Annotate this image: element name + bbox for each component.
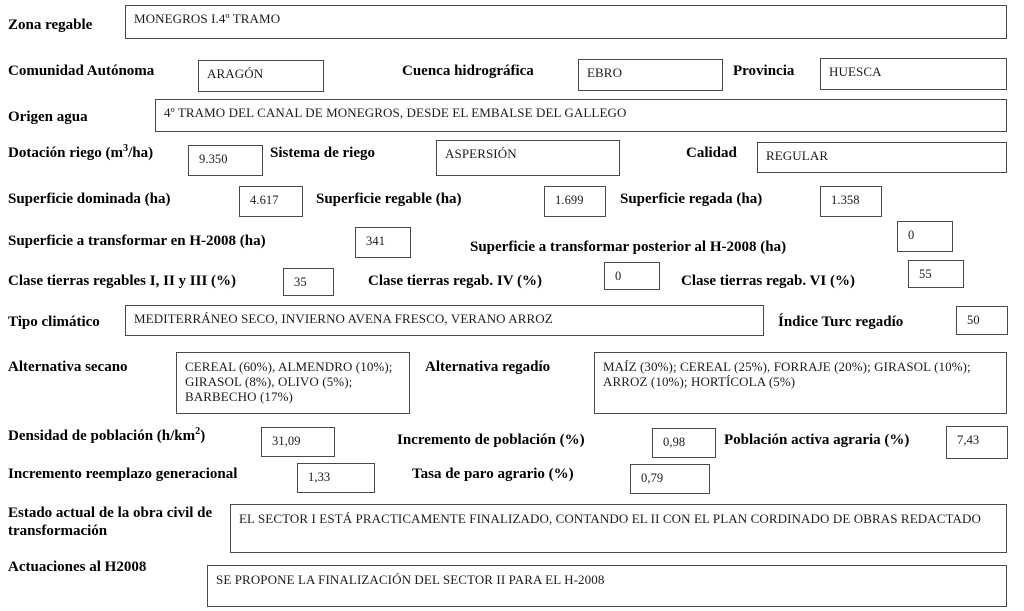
sistema-riego-label: Sistema de riego: [270, 145, 375, 161]
densidad-poblacion-label-pre: Densidad de población (h/km: [8, 428, 196, 444]
cuenca-hidrografica-value: EBRO: [587, 65, 623, 80]
tipo-climatico-value: MEDITERRÁNEO SECO, INVIERNO AVENA FRESCO, VERANO ARROZ: [134, 311, 553, 326]
indice-turc-field[interactable]: [956, 306, 1008, 335]
clase-tierras-i-ii-iii-value: 35: [294, 275, 307, 289]
estado-obra-civil-field[interactable]: [230, 504, 1007, 553]
alternativa-regadio-label: Alternativa regadío: [425, 359, 551, 375]
calidad-field[interactable]: [757, 142, 1007, 173]
zona-regable-label: Zona regable: [8, 17, 93, 33]
origen-agua-label: Origen agua: [8, 109, 88, 125]
dotacion-riego-label: [8, 144, 153, 162]
tasa-paro-agrario-field[interactable]: [630, 464, 710, 494]
superficie-dominada-value: 4.617: [250, 193, 279, 207]
actuaciones-h2008-value: SE PROPONE LA FINALIZACIÓN DEL SECTOR II PARA EL H-2008: [216, 572, 605, 587]
superficie-transformar-posterior-label: Superficie a transformar posterior al H-2008 (ha): [470, 239, 787, 255]
superficie-regable-field[interactable]: [544, 186, 606, 217]
incremento-poblacion-label: Incremento de población (%): [397, 432, 585, 448]
clase-tierras-i-ii-iii-field[interactable]: [283, 268, 334, 296]
superficie-regada-field[interactable]: [820, 186, 882, 217]
clase-tierras-iv-field[interactable]: [604, 262, 660, 290]
zona-regable-field[interactable]: [125, 5, 1007, 39]
clase-tierras-vi-field[interactable]: [908, 260, 964, 288]
comunidad-autonoma-value: ARAGÓN: [207, 66, 264, 81]
dotacion-riego-field[interactable]: [188, 145, 263, 176]
densidad-poblacion-label: [8, 427, 205, 445]
indice-turc-value: 50: [967, 313, 980, 327]
dotacion-riego-label-pre: Dotación riego (m: [8, 145, 123, 161]
actuaciones-h2008-label: Actuaciones al H2008: [8, 559, 147, 575]
densidad-poblacion-field[interactable]: [261, 427, 335, 457]
alternativa-secano-label: Alternativa secano: [8, 359, 128, 375]
provincia-field[interactable]: [820, 58, 1007, 90]
tipo-climatico-field[interactable]: [125, 305, 764, 336]
incremento-reemplazo-field[interactable]: [297, 463, 375, 493]
superficie-dominada-field[interactable]: [239, 186, 303, 217]
alternativa-secano-field[interactable]: [176, 352, 410, 414]
indice-turc-label: Índice Turc regadío: [778, 314, 904, 330]
clase-tierras-iv-label: Clase tierras regab. IV (%): [368, 273, 542, 289]
superficie-transformar-h2008-field[interactable]: [355, 227, 411, 258]
incremento-poblacion-value: 0,98: [663, 435, 686, 449]
superficie-regada-label: Superficie regada (ha): [620, 191, 763, 207]
densidad-poblacion-label-post: ): [200, 428, 206, 444]
origen-agua-value: 4º TRAMO DEL CANAL DE MONEGROS, DESDE EL EMBALSE DEL GALLEGO: [164, 105, 627, 120]
superficie-regable-value: 1.699: [555, 193, 584, 207]
superficie-transformar-h2008-label: Superficie a transformar en H-2008 (ha): [8, 233, 266, 249]
origen-agua-field[interactable]: [155, 99, 1007, 132]
poblacion-activa-agraria-label: Población activa agraria (%): [724, 432, 910, 448]
clase-tierras-iv-value: 0: [615, 269, 622, 283]
sistema-riego-value: ASPERSIÓN: [445, 146, 517, 161]
alternativa-secano-value: CEREAL (60%), ALMENDRO (10%); GIRASOL (8%), OLIVO (5%); BARBECHO (17%): [185, 359, 393, 404]
dotacion-riego-value: 9.350: [199, 152, 228, 166]
superficie-transformar-h2008-value: 341: [366, 234, 386, 248]
alternativa-regadio-value: MAÍZ (30%); CEREAL (25%), FORRAJE (20%); GIRASOL (10%); ARROZ (10%); HORTÍCOLA (5%): [603, 359, 971, 389]
estado-obra-civil-label: Estado actual de la obra civil de transformación: [8, 505, 213, 539]
estado-obra-civil-value: EL SECTOR I ESTÁ PRACTICAMENTE FINALIZADO, CONTANDO EL II CON EL PLAN CORDINADO DE OBRAS REDACTADO: [239, 511, 981, 526]
tipo-climatico-label: Tipo climático: [8, 314, 100, 330]
cuenca-hidrografica-field[interactable]: [578, 59, 723, 91]
incremento-reemplazo-label: Incremento reemplazo generacional: [8, 466, 238, 482]
incremento-reemplazo-value: 1,33: [308, 470, 331, 484]
clase-tierras-vi-label: Clase tierras regab. VI (%): [681, 273, 855, 289]
poblacion-activa-agraria-field[interactable]: [946, 426, 1008, 459]
poblacion-activa-agraria-value: 7,43: [957, 433, 980, 447]
superficie-transformar-posterior-field[interactable]: [897, 221, 953, 252]
calidad-value: REGULAR: [766, 148, 829, 163]
tasa-paro-agrario-label: Tasa de paro agrario (%): [412, 466, 574, 482]
clase-tierras-vi-value: 55: [919, 267, 932, 281]
comunidad-autonoma-field[interactable]: [198, 60, 324, 92]
densidad-poblacion-label-exponent: 2: [195, 426, 201, 437]
dotacion-riego-label-post: /ha): [128, 145, 154, 161]
dotacion-riego-label-exponent: 3: [122, 143, 129, 154]
superficie-regada-value: 1.358: [831, 193, 860, 207]
sistema-riego-field[interactable]: [436, 140, 620, 176]
densidad-poblacion-value: 31,09: [272, 434, 301, 448]
zona-regable-value: MONEGROS I.4º TRAMO: [134, 11, 281, 26]
provincia-label: Provincia: [733, 63, 795, 79]
superficie-dominada-label: Superficie dominada (ha): [8, 191, 171, 207]
tasa-paro-agrario-value: 0,79: [641, 471, 664, 485]
actuaciones-h2008-field[interactable]: [207, 565, 1007, 607]
comunidad-autonoma-label: Comunidad Autónoma: [8, 63, 155, 79]
alternativa-regadio-field[interactable]: [594, 352, 1007, 414]
incremento-poblacion-field[interactable]: [652, 428, 716, 458]
cuenca-hidrografica-label: Cuenca hidrográfica: [402, 63, 534, 79]
superficie-regable-label: Superficie regable (ha): [316, 191, 462, 207]
clase-tierras-i-ii-iii-label: Clase tierras regables I, II y III (%): [8, 273, 237, 289]
superficie-transformar-posterior-value: 0: [908, 228, 915, 242]
calidad-label: Calidad: [686, 145, 737, 161]
provincia-value: HUESCA: [829, 64, 882, 79]
